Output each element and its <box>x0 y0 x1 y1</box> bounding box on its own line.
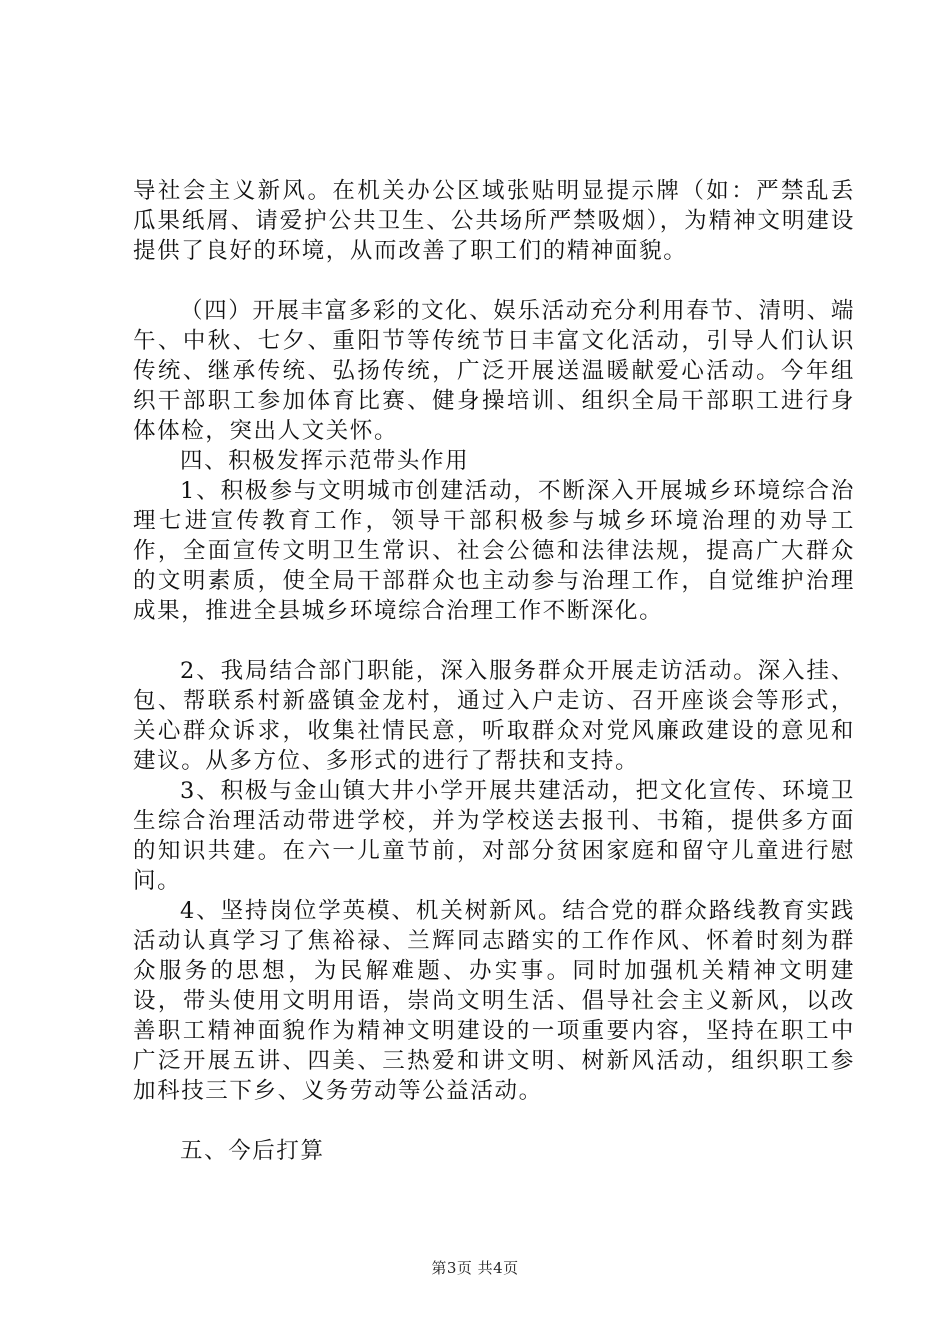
paragraph-block-visits <box>133 656 855 1106</box>
paragraph-block-section-4 <box>133 446 855 626</box>
page-footer: 第3页 共4页 <box>431 1259 519 1277</box>
paragraph-5: 3、积极与金山镇大井小学开展共建活动，把文化宣传、环境卫生综合治理活动带进学校，并为学校送去报刊、书箱，提供多方面的知识共建。在六一儿童节前，对部分贫困家庭和留守儿童进行慰问。 <box>133 778 855 894</box>
paragraph-3: 1、积极参与文明城市创建活动，不断深入开展城乡环境综合治理七进宣传教育工作，领导干部积极参与城乡环境治理的劝导工作，全面宣传文明卫生常识、社会公德和法律法规，提高广大群众的文明素质，使全局干部群众也主动参与治理工作，自觉维护治理成果，推进全县城乡环境综合治理工作不断深化。 <box>133 478 855 624</box>
paragraph-2: （四）开展丰富多彩的文化、娱乐活动充分利用春节、清明、端午、中秋、七夕、重阳节等传统节日丰富文化活动，引导人们认识传统、继承传统、弘扬传统，广泛开展送温暖献爱心活动。今年组织干部职工参加体育比赛、健身操培训、组织全局干部职工进行身体体检，突出人文关怀。 <box>133 298 855 444</box>
paragraph-continuation <box>133 176 855 266</box>
paragraph-6: 4、坚持岗位学英模、机关树新风。结合党的群众路线教育实践活动认真学习了焦裕禄、兰辉同志踏实的工作作风、怀着时刻为群众服务的思想，为民解难题、办实事。同时加强机关精神文明建设，带头使用文明用语，崇尚文明生活、倡导社会主义新风，以改善职工精神面貌作为精神文明建设的一项重要内容，坚持在职工中广泛开展五讲、四美、三热爱和讲文明、树新风活动，组织职工参加科技三下乡、义务劳动等公益活动。 <box>133 898 855 1104</box>
paragraph-1: 导社会主义新风。在机关办公区域张贴明显提示牌（如：严禁乱丢瓜果纸屑、请爱护公共卫生、公共场所严禁吸烟），为精神文明建设提供了良好的环境，从而改善了职工们的精神面貌。 <box>133 178 855 264</box>
section-heading-5: 五、今后打算 <box>180 1138 325 1164</box>
section-heading-4: 四、积极发挥示范带头作用 <box>180 448 470 474</box>
paragraph-block-culture <box>133 296 855 446</box>
paragraph-block-section-5 <box>133 1136 855 1166</box>
paragraph-4: 2、我局结合部门职能，深入服务群众开展走访活动。深入挂、包、帮联系村新盛镇金龙村，通过入户走访、召开座谈会等形式，关心群众诉求，收集社情民意，听取群众对党风廉政建设的意见和建议。从多方位、多形式的进行了帮扶和支持。 <box>133 658 855 774</box>
